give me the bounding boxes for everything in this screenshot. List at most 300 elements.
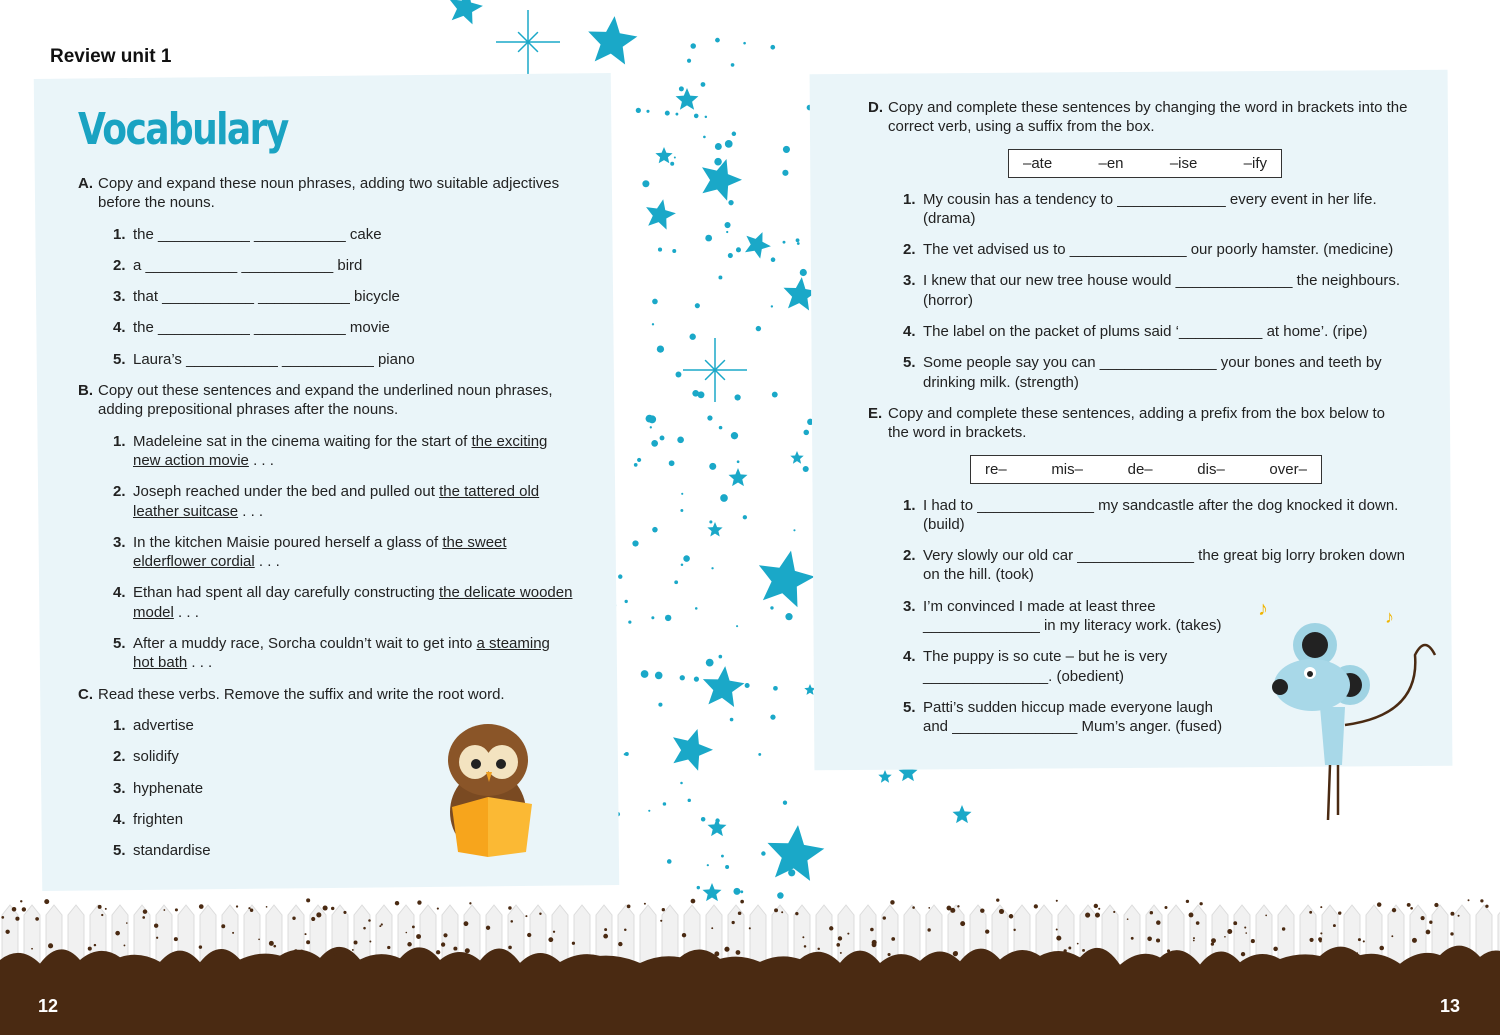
dot-decoration	[745, 683, 750, 688]
soil-speck	[175, 908, 178, 911]
soil-speck	[1309, 911, 1312, 914]
item-number: 2.	[113, 748, 126, 766]
soil-speck	[273, 945, 276, 948]
star-icon	[790, 451, 803, 464]
soil-speck	[711, 927, 713, 929]
item-number: 1.	[113, 432, 126, 450]
dot-decoration	[652, 299, 658, 305]
dot-decoration	[641, 670, 649, 678]
item-text: . . .	[187, 654, 213, 672]
dot-decoration	[680, 675, 685, 680]
dot-decoration	[783, 146, 790, 153]
soil-speck	[603, 934, 608, 939]
exercise-instruction	[78, 381, 598, 420]
soil-speck	[732, 921, 735, 924]
underlined-phrase: the sweet elderflower cordial	[133, 533, 507, 571]
item-text: I’m convinced I made at least three ______________ in my literacy work. (takes)	[923, 597, 1222, 635]
dot-decoration	[618, 574, 622, 578]
dot-decoration	[665, 111, 670, 116]
dot-decoration	[803, 430, 809, 436]
page-title: Vocabulary	[78, 104, 288, 155]
item-text: Laura’s ___________ ___________ piano	[133, 350, 415, 368]
soil-speck	[199, 904, 204, 909]
dot-decoration	[660, 436, 665, 441]
dot-decoration	[707, 415, 712, 420]
soil-speck	[1156, 920, 1160, 924]
exercise-item	[868, 190, 1438, 229]
dot-decoration	[736, 247, 741, 252]
soil-speck	[469, 902, 471, 904]
soil-speck	[35, 917, 39, 921]
soil-speck	[1410, 907, 1413, 910]
word-box-item: –en	[1098, 154, 1124, 172]
dot-decoration	[681, 493, 683, 495]
underlined-phrase: the tattered old leather suitcase	[133, 483, 540, 520]
dot-decoration	[728, 253, 733, 258]
soil-speck	[1233, 921, 1237, 925]
soil-speck	[891, 937, 895, 941]
soil-speck	[88, 947, 92, 951]
exercise-item	[868, 353, 1438, 392]
dot-decoration	[770, 606, 773, 609]
dot-decoration	[665, 615, 671, 621]
soil-speck	[258, 938, 260, 940]
soil-speck	[453, 947, 457, 951]
instruction-text: Copy and complete these sentences by changing the word in brackets into the correct verb, using a suffix from the box.	[888, 99, 1408, 136]
soil-speck	[407, 942, 412, 947]
soil-speck	[300, 950, 304, 954]
soil-speck	[553, 931, 555, 933]
soil-speck	[363, 927, 366, 930]
soil-speck	[436, 950, 440, 954]
dot-decoration	[732, 132, 736, 136]
dot-decoration	[770, 714, 775, 719]
dot-decoration	[719, 655, 723, 659]
star-icon	[707, 522, 722, 537]
soil-speck	[22, 907, 26, 911]
soil-speck	[883, 916, 886, 919]
soil-speck	[980, 908, 984, 912]
soil-speck	[508, 906, 511, 909]
soil-speck	[840, 952, 842, 954]
soil-speck	[927, 928, 930, 931]
fence-picket	[772, 905, 788, 965]
dot-decoration	[737, 460, 740, 463]
soil-speck	[5, 930, 9, 934]
word-box-item: –ise	[1169, 154, 1198, 172]
dot-decoration	[783, 801, 787, 805]
dot-decoration	[690, 43, 696, 49]
soil-speck	[352, 949, 354, 951]
soil-speck	[369, 941, 371, 943]
dot-decoration	[743, 515, 747, 519]
item-text: . . .	[238, 502, 264, 520]
dot-decoration	[783, 241, 786, 244]
exercise-item	[868, 546, 1438, 585]
soil-speck	[829, 926, 833, 930]
item-text: Very slowly our old car ______________ the great big lorry broken down on the hill. (took)	[923, 547, 1405, 584]
dot-decoration	[793, 529, 795, 531]
dot-decoration	[740, 890, 743, 893]
page-number-right: 13	[1440, 996, 1461, 1016]
soil-speck	[1309, 938, 1313, 942]
soil-speck	[1468, 899, 1470, 901]
soil-speck	[412, 925, 415, 928]
soil-speck	[1391, 935, 1393, 937]
dot-decoration	[777, 892, 784, 899]
soil-speck	[1227, 929, 1232, 934]
soil-speck	[1318, 937, 1322, 941]
item-text: Madeleine sat in the cinema waiting for the start of	[133, 432, 472, 450]
soil-speck	[836, 943, 840, 947]
soil-speck	[1282, 927, 1285, 930]
exercise-item	[78, 583, 598, 622]
soil-speck	[912, 906, 915, 909]
dot-decoration	[687, 59, 691, 63]
soil-speck	[1273, 947, 1278, 952]
soil-speck	[416, 934, 421, 939]
item-number: 3.	[113, 288, 126, 306]
dot-decoration	[714, 158, 722, 166]
instruction-text: Copy and expand these noun phrases, adding two suitable adjectives before the nouns.	[98, 175, 560, 212]
item-number: 3.	[113, 779, 126, 797]
ground-soil	[0, 946, 1500, 1035]
soil-speck	[236, 905, 238, 907]
soil-speck	[1379, 946, 1384, 951]
soil-speck	[795, 912, 798, 915]
dot-decoration	[646, 415, 654, 423]
item-number: 4.	[903, 323, 916, 341]
soil-speck	[379, 925, 381, 927]
dot-decoration	[703, 136, 706, 139]
soil-speck	[343, 911, 346, 914]
item-text: After a muddy race, Sorcha couldn’t wait to get into	[133, 635, 477, 653]
dot-decoration	[676, 113, 679, 116]
exercise-item	[78, 256, 598, 275]
item-number: 4.	[113, 810, 126, 828]
dot-decoration	[646, 110, 649, 113]
item-number: 4.	[113, 319, 126, 337]
dot-decoration	[680, 509, 683, 512]
dot-decoration	[657, 345, 664, 352]
soil-speck	[1338, 911, 1341, 914]
soil-speck	[105, 908, 107, 910]
soil-speck	[156, 937, 158, 939]
soil-speck	[44, 899, 49, 904]
dot-decoration	[658, 248, 662, 252]
dot-decoration	[672, 249, 676, 253]
star-icon	[953, 805, 972, 823]
soil-speck	[996, 899, 999, 902]
dot-decoration	[706, 659, 714, 667]
owl-reading-illustration	[440, 712, 540, 862]
soil-speck	[1434, 903, 1438, 907]
item-number: 1.	[113, 716, 126, 734]
soil-speck	[548, 937, 553, 942]
soil-speck	[749, 927, 751, 929]
exercise-letter: D.	[868, 99, 883, 116]
soil-speck	[441, 942, 445, 946]
soil-speck	[682, 933, 686, 937]
soil-speck	[928, 907, 930, 909]
exercise-item	[78, 432, 598, 471]
exercise-item	[78, 350, 598, 369]
dot-decoration	[797, 242, 800, 245]
dot-decoration	[721, 855, 724, 858]
dot-decoration	[667, 859, 672, 864]
soil-speck	[395, 901, 399, 905]
soil-speck	[142, 916, 145, 919]
soil-speck	[1245, 932, 1247, 934]
soil-speck	[1421, 916, 1425, 920]
item-text: Joseph reached under the bed and pulled out	[133, 483, 440, 501]
word-box-item: de–	[1127, 460, 1153, 478]
unit-header: Review unit 1	[50, 46, 172, 67]
soil-speck	[1077, 943, 1079, 945]
soil-speck	[817, 948, 819, 950]
dot-decoration	[705, 235, 712, 242]
dot-decoration	[709, 520, 712, 523]
dot-decoration	[726, 231, 728, 233]
exercise-item	[78, 225, 598, 244]
dot-decoration	[650, 426, 652, 428]
soil-speck	[437, 908, 439, 910]
exercise-item	[868, 322, 1438, 341]
soil-speck	[644, 903, 646, 905]
dot-decoration	[675, 372, 681, 378]
soil-speck	[331, 907, 334, 910]
soil-speck	[1013, 929, 1015, 931]
dot-decoration	[709, 463, 716, 470]
soil-speck	[627, 904, 631, 908]
item-text: I knew that our new tree house would ______________ the neighbours. (horror)	[923, 272, 1401, 309]
soil-speck	[1082, 949, 1085, 952]
dot-decoration	[634, 463, 638, 467]
dot-decoration	[715, 143, 722, 150]
soil-speck	[870, 928, 874, 932]
item-text: standardise	[133, 842, 211, 860]
dot-decoration	[688, 799, 691, 802]
dot-decoration	[771, 305, 773, 307]
item-number: 5.	[113, 635, 126, 653]
dot-decoration	[651, 440, 658, 447]
dot-decoration	[736, 625, 738, 627]
exercise-letter: A.	[78, 175, 93, 192]
soil-speck	[1056, 900, 1058, 902]
dot-decoration	[761, 851, 765, 855]
soil-speck	[221, 924, 225, 928]
soil-speck	[1034, 904, 1038, 908]
soil-speck	[1098, 908, 1100, 910]
soil-speck	[174, 937, 178, 941]
dot-decoration	[796, 238, 800, 242]
sparkle-icon	[715, 370, 725, 380]
soil-speck	[232, 932, 234, 934]
soil-speck	[1068, 947, 1071, 950]
soil-speck	[1458, 915, 1460, 917]
soil-speck	[1156, 938, 1160, 942]
item-text: Some people say you can ______________ your bones and teeth by drinking milk. (strength)	[923, 354, 1382, 391]
dot-decoration	[803, 466, 809, 472]
item-number: 1.	[113, 225, 126, 243]
exercise-item	[868, 496, 1438, 535]
dot-decoration	[733, 888, 740, 895]
soil-speck	[333, 953, 336, 956]
instruction-text: Copy out these sentences and expand the underlined noun phrases, adding prepositional phrases after the nouns.	[98, 382, 553, 419]
dot-decoration	[625, 600, 628, 603]
fence-picket	[1388, 905, 1404, 965]
underlined-phrase: the exciting new action movie	[133, 432, 548, 469]
exercise-instruction	[868, 98, 1438, 137]
instruction-text: Read these verbs. Remove the suffix and write the root word.	[98, 685, 505, 703]
mouse-dancing-illustration	[1250, 595, 1440, 825]
soil-speck	[1189, 913, 1194, 918]
star-icon	[878, 770, 891, 783]
dot-decoration	[756, 326, 761, 331]
dot-decoration	[730, 718, 734, 722]
dot-decoration	[628, 621, 631, 624]
soil-speck	[660, 920, 662, 922]
item-text: The puppy is so cute – but he is very _______________. (obedient)	[923, 648, 1168, 685]
soil-speck	[774, 908, 778, 912]
soil-speck	[163, 909, 165, 911]
fence-picket	[552, 905, 568, 965]
dot-decoration	[652, 323, 654, 325]
soil-speck	[604, 928, 607, 931]
dot-decoration	[648, 810, 650, 812]
item-text: solidify	[133, 748, 179, 766]
dot-decoration	[694, 114, 699, 119]
star-icon	[646, 199, 676, 229]
sparkle-icon	[518, 42, 528, 52]
svg-text:♪: ♪	[1258, 598, 1268, 620]
soil-speck	[1450, 932, 1453, 935]
dot-decoration	[698, 391, 705, 398]
soil-speck	[143, 909, 147, 913]
soil-speck	[662, 908, 665, 911]
sparkle-icon	[528, 32, 538, 42]
soil-speck	[1356, 952, 1358, 954]
soil-speck	[124, 945, 126, 947]
word-box	[970, 455, 1322, 484]
dot-decoration	[677, 436, 684, 443]
word-box-item: dis–	[1197, 460, 1225, 478]
word-box-item: –ate	[1023, 154, 1053, 172]
item-text: Patti’s sudden hiccup made everyone laugh and _______________ Mum’s anger. (fused)	[923, 698, 1223, 736]
soil-speck	[1429, 920, 1432, 923]
item-text: Ethan had spent all day carefully constructing	[133, 584, 440, 602]
dot-decoration	[758, 753, 761, 756]
soil-speck	[1224, 936, 1226, 938]
soil-speck	[1407, 903, 1411, 907]
soil-speck	[126, 922, 128, 924]
soil-speck	[847, 933, 849, 935]
item-text: frighten	[133, 810, 184, 828]
soil-speck	[417, 900, 421, 904]
soil-speck	[1241, 952, 1245, 956]
star-icon	[768, 825, 825, 881]
word-box-item: mis–	[1051, 460, 1083, 478]
svg-text:♪: ♪	[1385, 607, 1394, 627]
soil-speck	[368, 919, 371, 922]
dot-decoration	[772, 392, 778, 398]
star-icon	[449, 0, 483, 24]
soil-speck	[1127, 918, 1129, 920]
underlined-phrase: a steaming hot bath	[133, 635, 550, 672]
item-text: the ___________ ___________ cake	[133, 225, 382, 243]
soil-speck	[94, 944, 96, 946]
soil-speck	[1, 916, 4, 919]
soil-speck	[486, 926, 490, 930]
dot-decoration	[707, 864, 709, 866]
item-text: the ___________ ___________ movie	[133, 319, 390, 337]
soil-speck	[1193, 940, 1195, 942]
soil-speck	[510, 920, 512, 922]
instruction-text: Copy and complete these sentences, adding a prefix from the box below to the word in brackets.	[888, 404, 1385, 442]
soil-speck	[724, 947, 729, 952]
item-text: . . .	[254, 553, 280, 571]
item-text: The vet advised us to ______________ our poorly hamster. (medicine)	[923, 241, 1394, 259]
item-number: 3.	[113, 533, 126, 551]
soil-speck	[465, 948, 470, 953]
soil-speck	[1063, 949, 1066, 952]
dot-decoration	[669, 460, 675, 466]
soil-speck	[1412, 938, 1417, 943]
soil-speck	[1113, 911, 1115, 913]
soil-speck	[624, 929, 626, 931]
soil-speck	[154, 924, 158, 928]
soil-speck	[527, 933, 531, 937]
exercise-letter: C.	[78, 685, 93, 703]
star-icon	[655, 147, 672, 163]
soil-speck	[985, 929, 989, 933]
word-box-item: –ify	[1243, 154, 1267, 172]
soil-speck	[1056, 929, 1058, 931]
soil-speck	[15, 917, 19, 921]
item-text: My cousin has a tendency to _____________ every event in her life. (drama)	[923, 190, 1377, 227]
star-icon	[703, 883, 722, 901]
dot-decoration	[670, 162, 674, 166]
soil-speck	[12, 907, 17, 912]
soil-speck	[1211, 938, 1216, 943]
soil-speck	[999, 909, 1004, 914]
dot-decoration	[725, 140, 733, 148]
soil-speck	[294, 949, 298, 953]
dot-decoration	[679, 86, 684, 91]
soil-speck	[1056, 936, 1061, 941]
soil-speck	[1450, 912, 1454, 916]
soil-speck	[1485, 905, 1488, 908]
soil-speck	[387, 946, 390, 949]
soil-speck	[98, 905, 102, 909]
soil-speck	[539, 913, 541, 915]
soil-speck	[508, 946, 512, 950]
soil-speck	[1333, 924, 1336, 927]
star-icon	[588, 16, 637, 64]
dot-decoration	[652, 527, 658, 533]
sparkle-icon	[715, 360, 725, 370]
dot-decoration	[694, 677, 699, 682]
soil-speck	[804, 945, 807, 948]
word-box	[1008, 149, 1282, 178]
soil-speck	[115, 931, 120, 936]
soil-speck	[292, 917, 295, 920]
dot-decoration	[701, 817, 706, 822]
dot-decoration	[674, 157, 676, 159]
star-icon	[703, 666, 745, 707]
soil-speck	[199, 945, 202, 948]
star-icon	[759, 551, 815, 608]
